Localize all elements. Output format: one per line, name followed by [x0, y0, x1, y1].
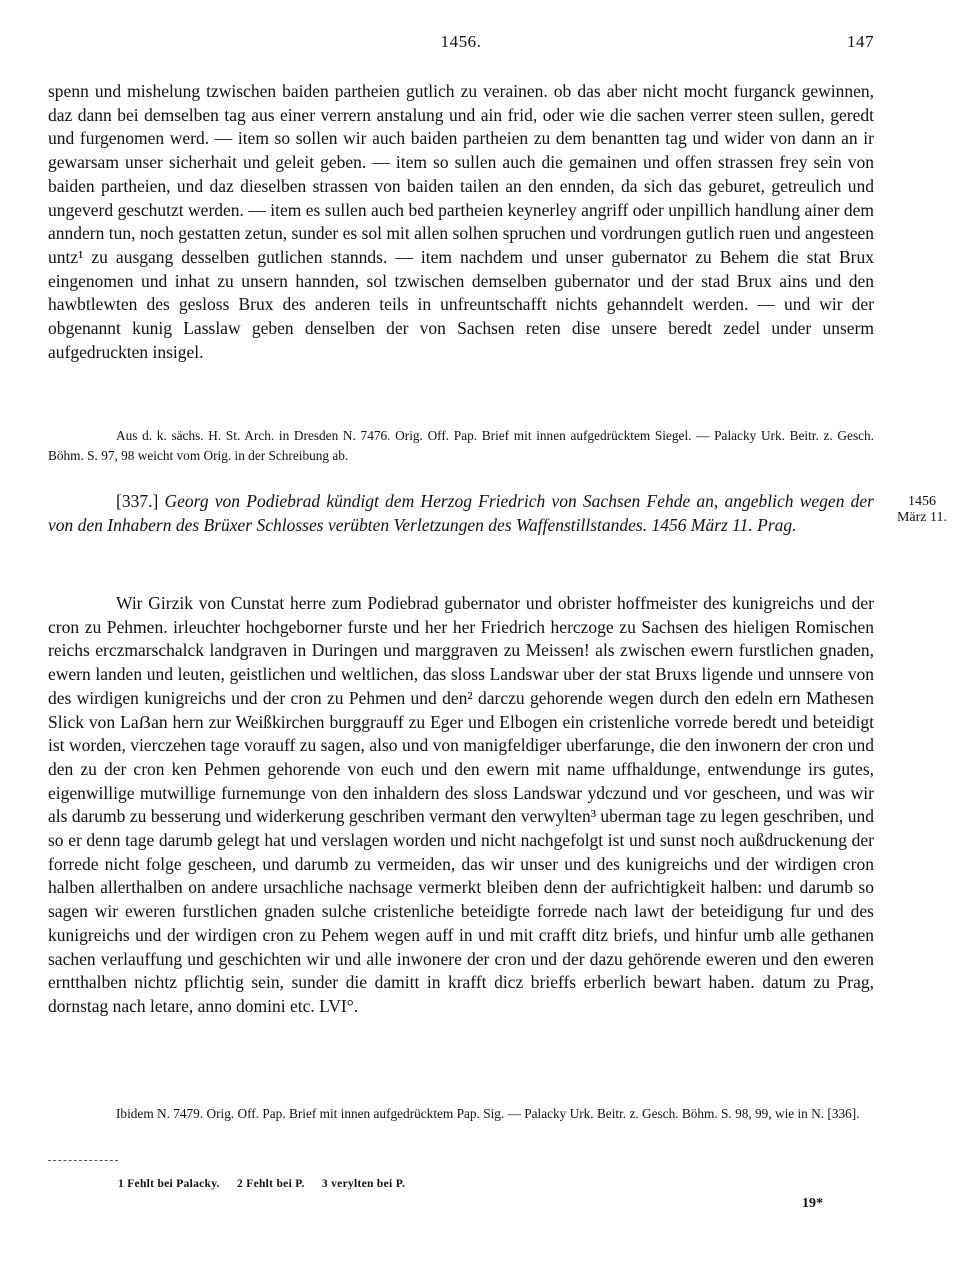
page-header: [48, 32, 874, 56]
letter-text: Wir Girzik von Cunstat herre zum Podiebrad gubernator und obrister hoffmeister des kunigreichs und der cron zu Pehmen. irleuchter hochgeborner furste und her her Friedrich herczoge zu Sachsen des hieligen Romischen reichs erczmarschalck landgraven in Duringen und marggraven zu Meissen! als zwischen ewern furstlichen gnaden, ewern landen und leuten, geistlichen und weltlichen, das sloss Landswar uber der stat Bruxs ligende und unnsere von des wirdigen kunigreichs und der cron zu Pehmen und den² darczu gehorende wegen durch den edeln ern Mathesen Slick von Laẞan hern zur Weißkirchen burggrauff zu Eger und Elbogen ein cristenliche vorrede beredt und beteidigt ist worden, vierczehen tage vorauff zu sagen, also und von manigfeldiger uberfarunge, die den inwonern der cron und den zu der cron ken Pehmen gehorende von euch und den ewern mit name uffhaldunge, entwendunge irs gutes, eigenwillige mutwillige furnemunge von den inhaldern des sloss Landswar ydczund und vor gescheen, und was wir als darumb zu besserung und widerkerung geschriben vermant den verwylten³ uberman tage zu legen geschriben, und so er denn tage darumb gelegt hat und verslagen worden und nicht nachgefolgt ist und sunst noch außdruckenung der forrede nicht folge gescheen, und darumb zu vermeiden, das wir unser und des kunigreichs und der wirdigen cron halben allerthalben on andere ursachliche nachsage vermerkt bleiben denn der aufrichtigkeit halben: und darumb so sagen wir eweren furstlichen gnaden sulche cristenliche beteidigte forrede nach lawt der beteidigung fur und des kunigreichs und der wirdigen cron zu Pehem wegen auff in und mit crafft ditz briefs, und hinfur umb alle gethanen sachen verlauffung und geschichten wir und alle inwonere der cron und der dazu gehörende eweren und den eweren erntthalben nichtz pflichtig sein, sunder die damitt in krafft dicz brieffs erberlich bewart haben. datum zu Prag, dornstag nach letare, anno domini etc. LVI°.: [48, 593, 874, 1016]
continuation-paragraph: [48, 80, 874, 364]
footnote-1: 1 Fehlt bei Palacky.: [118, 1178, 220, 1190]
margin-year: 1456: [908, 494, 936, 509]
footnotes: [118, 1178, 419, 1190]
footnote-3: 3 verylten bei P.: [321, 1178, 406, 1190]
document-title: Georg von Podiebrad kündigt dem Herzog Friedrich von Sachsen Fehde an, angeblich wegen der von den Inhabern des Brüxer Schlosses verübten Verletzungen des Waffenstillstandes. 1456 März 11. Prag.: [48, 491, 874, 535]
source-note-2: Ibidem N. 7479. Orig. Off. Pap. Brief mit innen aufgedrücktem Pap. Sig. — Palacky Urk. Beitr. z. Gesch. Böhm. S. 98, 99, wie in N. [336].: [116, 1106, 860, 1121]
source-note-1: Aus d. k. sächs. H. St. Arch. in Dresden N. 7476. Orig. Off. Pap. Brief mit innen aufgedrücktem Siegel. — Palacky Urk. Beitr. z. Gesch. Böhm. S. 97, 98 weicht vom Orig. in der Schreibung ab.: [48, 428, 874, 463]
signature-mark: 19*: [802, 1196, 823, 1211]
footnote-2: 2 Fehlt bei P.: [237, 1178, 305, 1190]
letter-body: [48, 592, 874, 1019]
page-number: 147: [847, 32, 874, 51]
document-heading: [48, 490, 874, 537]
running-head-year: 1456.: [440, 32, 482, 51]
continuation-text: spenn und mishelung tzwischen baiden partheien gutlich zu verainen. ob das aber nicht mocht furganck gewinnen, daz dann bei demselben tag aus einer verrern anstalung und ain frid, oder wie die sachen verrer steen sullen, geredt und furgenomen werd. — item so sollen wir auch baiden partheien zu dem benantten tag und wider von dann an ir gewarsam unser sicherhait und geleit geben. — item so sullen auch die gemainen und offen strassen frey sein von baiden partheien, und daz dieselben strassen von baiden tailen an den ennden, da sich das geburet, getreulich und ungeverd geschutzt werden. — item es sullen auch bed partheien keynerley angriff oder unpillich handlung ainer dem anndern tun, noch gestatten zetun, sunder es sol mit allen solhen spruchen und vordrungen gutlich ruen und angesteen untz¹ zu ausgang desselben gutlichen stannds. — item nachdem und unser gubernator zu Behem die stat Brux eingenomen und inhat zu unsern hannden, sol tzwischen demselben gubernator und der stad Brux ains und den hawbtlewten des gesloss Brux des anderen teils in unfreuntschafft nichts gehanndelt werden. — und wir der obgenannt kunig Lasslaw geben denselben der von Sachsen reten dise unsere beredt zedel under unserm aufgedruckten insigel.: [48, 81, 874, 362]
footnote-divider: [48, 1160, 118, 1161]
margin-date: [888, 494, 956, 526]
document-title-line: [48, 490, 874, 537]
document-number: [337.]: [116, 491, 159, 511]
margin-day: März 11.: [896, 510, 948, 525]
